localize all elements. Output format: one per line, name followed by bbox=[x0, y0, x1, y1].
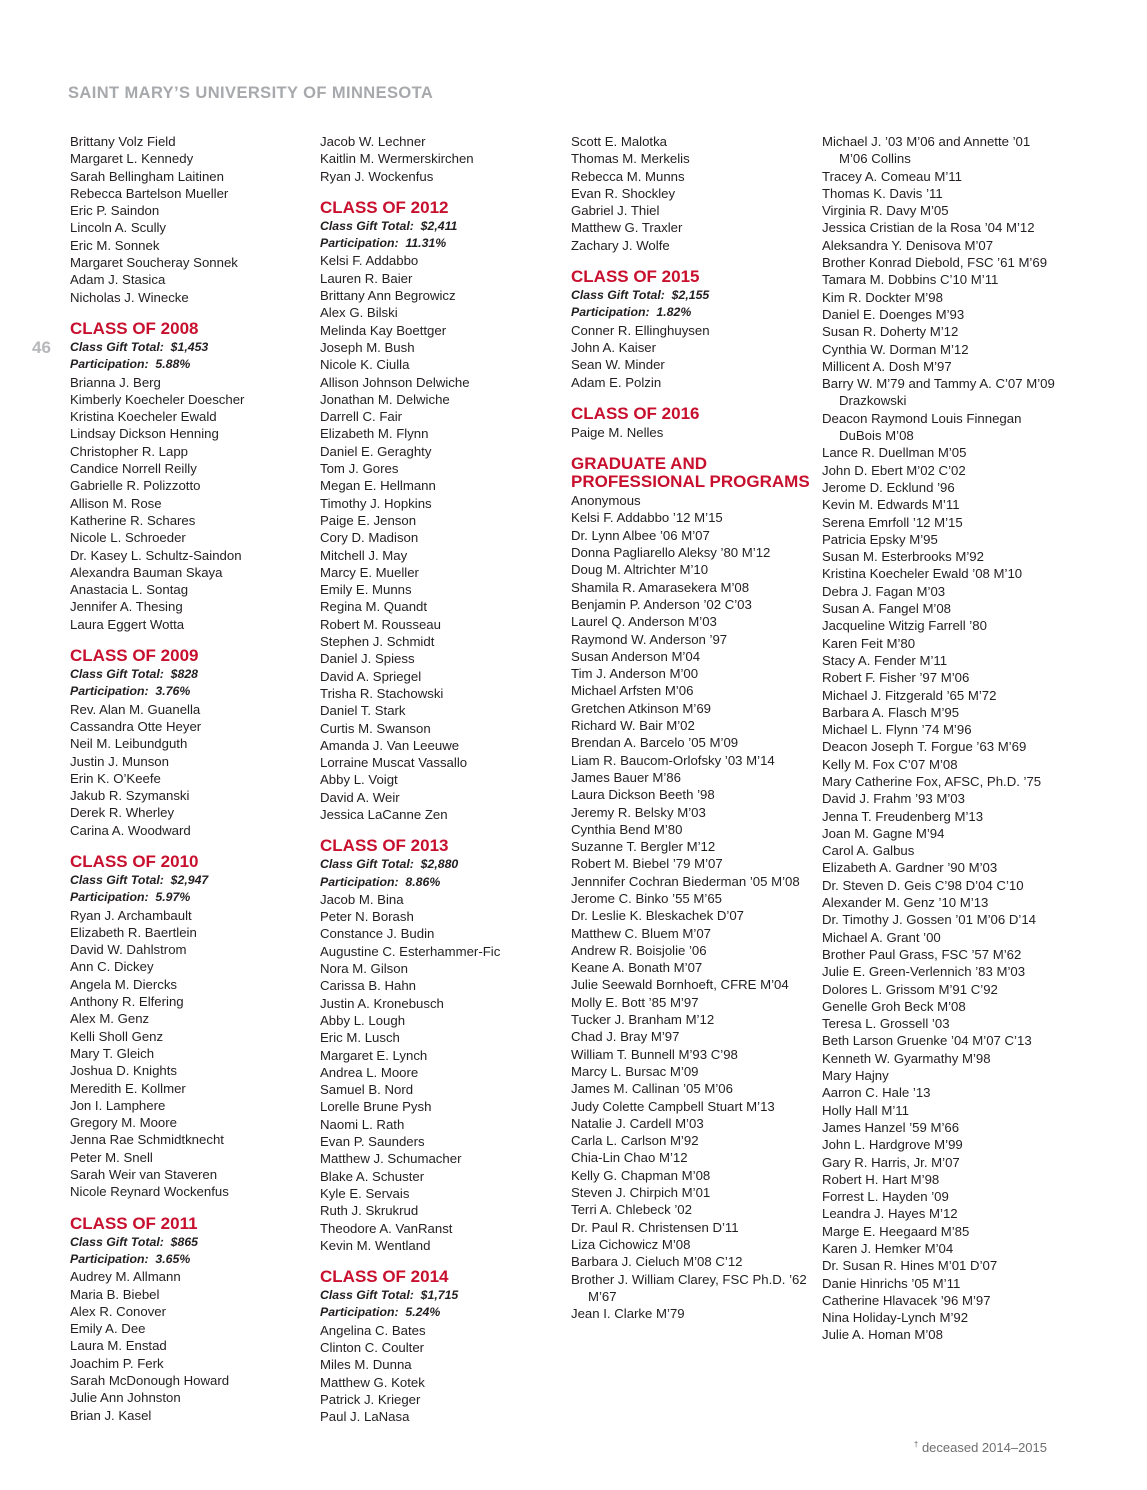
donor-name: Beth Larson Gruenke ’04 M’07 C’13 bbox=[822, 1033, 1032, 1049]
donor-name: Elizabeth R. Baertlein bbox=[70, 924, 197, 940]
donor-name: Chad J. Bray M’97 bbox=[571, 1029, 680, 1045]
donor-name: Keane A. Bonath M’07 bbox=[571, 960, 703, 976]
donor-name: Adam E. Polzin bbox=[571, 374, 662, 390]
donor-name: Jenna T. Freudenberg M’13 bbox=[822, 808, 984, 824]
donor-name: Joshua D. Knights bbox=[70, 1063, 178, 1079]
donor-name: Susan A. Fangel M’08 bbox=[822, 601, 952, 617]
donor-name: Thomas M. Merkelis bbox=[571, 151, 690, 167]
donor-name: Catherine Hlavacek ’96 M’97 bbox=[822, 1292, 991, 1308]
donor-name: Peter M. Snell bbox=[70, 1149, 153, 1165]
donor-name: Candice Norrell Reilly bbox=[70, 461, 197, 477]
donor-name: Michael J. ’03 M’06 and Annette ’01 M’06 Collins bbox=[822, 134, 1031, 167]
donor-name: Deacon Joseph T. Forgue ’63 M’69 bbox=[822, 739, 1027, 755]
donor-name: Alex R. Conover bbox=[70, 1303, 167, 1319]
footnote bbox=[914, 1440, 1047, 1455]
donor-name: Carla L. Carlson M’92 bbox=[571, 1133, 699, 1149]
donor-name: Alex G. Bilski bbox=[320, 305, 398, 321]
donor-name: Jerome D. Ecklund ’96 bbox=[822, 479, 955, 495]
class-heading: CLASS OF 2015 bbox=[571, 267, 700, 287]
donor-name: Lincoln A. Scully bbox=[70, 220, 167, 236]
donor-name: Lance R. Duellman M’05 bbox=[822, 445, 967, 461]
donor-name: Gabriel J. Thiel bbox=[571, 203, 660, 219]
donor-name: Michael J. Fitzgerald ’65 M’72 bbox=[822, 687, 997, 703]
donor-name: Chia-Lin Chao M’12 bbox=[571, 1150, 688, 1166]
donor-name: Dr. Paul R. Christensen D’11 bbox=[571, 1219, 739, 1235]
class-heading: CLASS OF 2012 bbox=[320, 197, 449, 217]
donor-name: Sarah Weir van Staveren bbox=[70, 1167, 218, 1183]
donor-name: Jacob W. Lechner bbox=[320, 134, 426, 149]
donor-name: Kristina Koecheler Ewald ’08 M’10 bbox=[822, 566, 1023, 582]
donor-name: Tracey A. Comeau M’11 bbox=[822, 168, 962, 184]
donor-name: Alex M. Genz bbox=[70, 1011, 150, 1027]
donor-name: Jennifer A. Thesing bbox=[70, 599, 183, 615]
donor-name: Jacob M. Bina bbox=[320, 891, 404, 907]
donor-name: Allison M. Rose bbox=[70, 495, 162, 511]
donor-name: David A. Spriegel bbox=[320, 668, 422, 684]
donor-name: Curtis M. Swanson bbox=[320, 720, 431, 736]
donor-name: Terri A. Chlebeck ’02 bbox=[571, 1202, 692, 1218]
donor-name: Cory D. Madison bbox=[320, 530, 419, 546]
donor-name: Leandra J. Hayes M’12 bbox=[822, 1206, 958, 1222]
donor-name: Nicole L. Schroeder bbox=[70, 530, 186, 546]
donor-name: Liza Cichowicz M’08 bbox=[571, 1236, 691, 1252]
donor-name: James Hanzel ’59 M’66 bbox=[822, 1119, 960, 1135]
donor-name: Trisha R. Stachowski bbox=[320, 685, 444, 701]
donor-name: Eric M. Lusch bbox=[320, 1030, 400, 1046]
class-gift-total: Class Gift Total: $2,880 bbox=[320, 857, 459, 872]
donor-name: Carina A. Woodward bbox=[70, 822, 191, 838]
donor-name: Donna Pagliarello Aleksy ’80 M’12 bbox=[571, 545, 771, 561]
donor-name: Darrell C. Fair bbox=[320, 409, 403, 425]
donor-name: Clinton C. Coulter bbox=[320, 1340, 425, 1355]
donor-name: Julie Seewald Bornhoeft, CFRE M’04 bbox=[571, 977, 789, 993]
class-heading: CLASS OF 2010 bbox=[70, 851, 199, 871]
donor-name: Jacqueline Witzig Farrell ’80 bbox=[822, 618, 987, 634]
donor-name: Suzanne T. Bergler M’12 bbox=[571, 839, 716, 855]
donor-name: Mary T. Gleich bbox=[70, 1045, 155, 1061]
donor-name: Erin K. O’Keefe bbox=[70, 770, 161, 786]
class-heading: CLASS OF 2016 bbox=[571, 403, 700, 423]
donor-name: Kim R. Dockter M’98 bbox=[822, 289, 943, 305]
donor-name: Brother Konrad Diebold, FSC ’61 M’69 bbox=[822, 255, 1048, 271]
donor-name: Eric M. Sonnek bbox=[70, 237, 160, 253]
donor-name: Evan P. Saunders bbox=[320, 1134, 425, 1150]
dagger-mark: † bbox=[913, 1440, 919, 1449]
donor-name: Neil M. Leibundguth bbox=[70, 736, 188, 752]
donor-name: Dolores L. Grissom M’91 C’92 bbox=[822, 981, 998, 997]
donor-name: Susan Anderson M’04 bbox=[571, 648, 701, 664]
donor-name: Matthew G. Kotek bbox=[320, 1374, 425, 1390]
class-gift-total: Class Gift Total: $2,155 bbox=[571, 288, 710, 303]
donor-name: Jon I. Lamphere bbox=[70, 1097, 166, 1113]
donor-name: Megan E. Hellmann bbox=[320, 478, 436, 494]
donor-name: Constance J. Budin bbox=[320, 926, 435, 942]
donor-name: Karen J. Hemker M’04 bbox=[822, 1241, 954, 1256]
donor-name: Margaret L. Kennedy bbox=[70, 151, 194, 167]
donor-name: Danie Hinrichs ’05 M’11 bbox=[822, 1275, 961, 1291]
donor-name: Justin J. Munson bbox=[70, 753, 169, 769]
donor-name: Naomi L. Rath bbox=[320, 1116, 405, 1132]
donor-name: Emily E. Munns bbox=[320, 582, 412, 598]
donor-name: Mary Hajny bbox=[822, 1068, 889, 1084]
donor-column-3 bbox=[571, 133, 819, 1322]
donor-name: Elizabeth M. Flynn bbox=[320, 426, 429, 442]
class-gift-total: Class Gift Total: $865 bbox=[70, 1234, 199, 1249]
donor-name: Liam R. Baucom-Orlofsky ’03 M’14 bbox=[571, 752, 775, 768]
donor-name: Daniel E. Doenges M’93 bbox=[822, 306, 965, 322]
donor-name: Conner R. Ellinghuysen bbox=[571, 322, 710, 338]
donor-name: Allison Johnson Delwiche bbox=[320, 374, 470, 390]
donor-name: Ryan J. Wockenfus bbox=[320, 168, 434, 184]
donor-name: Nicole Reynard Wockenfus bbox=[70, 1184, 229, 1200]
donor-name: Sarah McDonough Howard bbox=[70, 1373, 230, 1388]
donor-name: Anastacia L. Sontag bbox=[70, 582, 189, 598]
donor-name: Melinda Kay Boettger bbox=[320, 322, 447, 338]
donor-name: Rebecca Bartelson Mueller bbox=[70, 185, 229, 201]
class-participation: Participation: 5.88% bbox=[70, 357, 191, 372]
donor-name: Daniel T. Stark bbox=[320, 703, 406, 719]
donor-name: Marge E. Heegaard M’85 bbox=[822, 1223, 970, 1239]
donor-name: Natalie J. Cardell M’03 bbox=[571, 1115, 704, 1131]
donor-name: Jerome C. Binko ’55 M’65 bbox=[571, 890, 722, 906]
donor-name: Robert H. Hart M’98 bbox=[822, 1171, 940, 1187]
donor-name: Angelina C. Bates bbox=[320, 1322, 426, 1338]
class-participation: Participation: 5.24% bbox=[320, 1305, 441, 1320]
donor-name: Karen Feit M’80 bbox=[822, 635, 916, 651]
donor-name: Judy Colette Campbell Stuart M’13 bbox=[571, 1098, 775, 1114]
donor-name: David A. Weir bbox=[320, 789, 400, 805]
class-gift-total: Class Gift Total: $1,715 bbox=[320, 1288, 459, 1303]
donor-name: Jessica LaCanne Zen bbox=[320, 806, 448, 822]
donor-name: Samuel B. Nord bbox=[320, 1082, 414, 1098]
donor-name: Abby L. Lough bbox=[320, 1012, 406, 1028]
donor-name: Teresa L. Grossell ’03 bbox=[822, 1016, 950, 1032]
donor-name: Abby L. Voigt bbox=[320, 772, 398, 788]
donor-name: Brother Paul Grass, FSC ’57 M’62 bbox=[822, 946, 1022, 962]
class-heading: CLASS OF 2008 bbox=[70, 318, 199, 338]
donor-name: Deacon Raymond Louis Finnegan DuBois M’08 bbox=[822, 410, 1022, 444]
donor-name: Evan R. Shockley bbox=[571, 185, 676, 201]
donor-name: Robert M. Biebel ’79 M’07 bbox=[571, 856, 723, 872]
donor-name: Christopher R. Lapp bbox=[70, 443, 189, 459]
donor-name: Kyle E. Servais bbox=[320, 1185, 410, 1201]
donor-name: John D. Ebert M’02 C’02 bbox=[822, 462, 966, 478]
donor-name: Kenneth W. Gyarmathy M’98 bbox=[822, 1050, 991, 1066]
donor-name: Rev. Alan M. Guanella bbox=[70, 701, 201, 717]
donor-name: Stephen J. Schmidt bbox=[320, 634, 435, 650]
donor-name: David J. Frahm ’93 M’03 bbox=[822, 791, 965, 807]
donor-name: Laura Eggert Wotta bbox=[70, 616, 185, 632]
donor-name: Jenna Rae Schmidtknecht bbox=[70, 1132, 224, 1148]
donor-name: Kelsi F. Addabbo bbox=[320, 253, 419, 269]
donor-name: Shamila R. Amarasekera M’08 bbox=[571, 579, 750, 595]
donor-name: Matthew J. Schumacher bbox=[320, 1151, 462, 1167]
donor-name: Dr. Lynn Albee ’06 M’07 bbox=[571, 527, 710, 543]
class-heading: CLASS OF 2009 bbox=[70, 646, 199, 666]
donor-name: Virginia R. Davy M’05 bbox=[822, 203, 949, 219]
donor-name: Peter N. Borash bbox=[320, 909, 414, 925]
donor-name: Gregory M. Moore bbox=[70, 1115, 177, 1131]
donor-name: Kelsi F. Addabbo ’12 M’15 bbox=[571, 510, 723, 526]
page-header: SAINT MARY’S UNIVERSITY OF MINNESOTA bbox=[68, 84, 434, 102]
donor-name: Emily A. Dee bbox=[70, 1321, 146, 1337]
donor-name: Nicole K. Ciulla bbox=[320, 357, 410, 373]
donor-name: Kevin M. Edwards M’11 bbox=[822, 497, 960, 513]
donor-name: Thomas K. Davis ’11 bbox=[822, 185, 943, 201]
donor-name: Daniel E. Geraghty bbox=[320, 443, 432, 459]
donor-name: Julie E. Green-Verlennich ’83 M’03 bbox=[822, 964, 1026, 980]
donor-name: Margaret E. Lynch bbox=[320, 1047, 428, 1063]
donor-name: Jakub R. Szymanski bbox=[70, 788, 190, 804]
donor-name: James Bauer M’86 bbox=[571, 769, 681, 785]
donor-name: Brittany Ann Begrowicz bbox=[320, 288, 456, 304]
donor-name: Matthew C. Bluem M’07 bbox=[571, 925, 711, 941]
donor-name: Julie Ann Johnston bbox=[70, 1390, 181, 1406]
donor-name: Kelly M. Fox C’07 M’08 bbox=[822, 756, 958, 772]
donor-name: Jeremy R. Belsky M’03 bbox=[571, 804, 706, 820]
donor-name: Michael Arfsten M’06 bbox=[571, 683, 694, 699]
class-gift-total: Class Gift Total: $828 bbox=[70, 667, 199, 682]
donor-name: Steven J. Chirpich M’01 bbox=[571, 1185, 711, 1201]
donor-name: Lorelle Brune Pysh bbox=[320, 1099, 432, 1115]
donor-name: Audrey M. Allmann bbox=[70, 1269, 181, 1285]
class-participation: Participation: 5.97% bbox=[70, 890, 191, 905]
donor-name: Amanda J. Van Leeuwe bbox=[320, 737, 460, 753]
donor-name: Jonathan M. Delwiche bbox=[320, 391, 450, 407]
donor-name: Kaitlin M. Wermerskirchen bbox=[320, 151, 474, 167]
donor-name: Kimberly Koecheler Doescher bbox=[70, 391, 245, 407]
donor-name: Barbara J. Cieluch M’08 C’12 bbox=[571, 1254, 743, 1270]
donor-name: Cynthia Bend M’80 bbox=[571, 821, 683, 837]
donor-name: Patrick J. Krieger bbox=[320, 1391, 421, 1407]
donor-name: Debra J. Fagan M’03 bbox=[822, 583, 946, 599]
footnote-text: deceased 2014–2015 bbox=[921, 1440, 1047, 1455]
class-gift-total: Class Gift Total: $2,947 bbox=[70, 872, 209, 887]
donor-name: Nora M. Gilson bbox=[320, 961, 408, 977]
donor-name: Brittany Volz Field bbox=[70, 134, 176, 149]
donor-name: Maria B. Biebel bbox=[70, 1286, 160, 1302]
class-heading: CLASS OF 2014 bbox=[320, 1267, 449, 1287]
donor-name: Andrew R. Boisjolie ’06 bbox=[571, 942, 707, 958]
donor-name: Ryan J. Archambault bbox=[70, 907, 192, 923]
class-heading: GRADUATE AND PROFESSIONAL PROGRAMS bbox=[571, 454, 810, 492]
donor-name: Joachim P. Ferk bbox=[70, 1355, 164, 1371]
donor-name: Lauren R. Baier bbox=[320, 270, 413, 286]
donor-name: Genelle Groh Beck M’08 bbox=[822, 998, 966, 1014]
donor-name: Doug M. Altrichter M’10 bbox=[571, 562, 709, 578]
donor-name: Regina M. Quandt bbox=[320, 599, 428, 615]
donor-name: Dr. Kasey L. Schultz-Saindon bbox=[70, 547, 242, 563]
donor-name: William T. Bunnell M’93 C’98 bbox=[571, 1046, 738, 1062]
donor-name: Joseph M. Bush bbox=[320, 339, 415, 355]
donor-name: Benjamin P. Anderson ’02 C’03 bbox=[571, 596, 752, 612]
class-participation: Participation: 3.76% bbox=[70, 684, 191, 699]
donor-name: Tom J. Gores bbox=[320, 461, 399, 477]
donor-name: Jessica Cristian de la Rosa ’04 M’12 bbox=[822, 220, 1035, 236]
donor-name: Tim J. Anderson M’00 bbox=[571, 666, 699, 682]
donor-name: Katherine R. Schares bbox=[70, 512, 196, 528]
donor-name: Timothy J. Hopkins bbox=[320, 495, 432, 511]
donor-name: Stacy A. Fender M’11 bbox=[822, 652, 948, 668]
donor-name: David W. Dahlstrom bbox=[70, 942, 187, 958]
donor-name: Susan R. Doherty M’12 bbox=[822, 324, 959, 340]
class-participation: Participation: 1.82% bbox=[571, 305, 692, 320]
donor-name: Cassandra Otte Heyer bbox=[70, 718, 202, 734]
donor-name: Michael L. Flynn ’74 M’96 bbox=[822, 722, 972, 738]
class-gift-total: Class Gift Total: $1,453 bbox=[70, 339, 209, 354]
donor-name: Carissa B. Hahn bbox=[320, 978, 417, 994]
donor-name: Paige M. Nelles bbox=[571, 424, 664, 440]
donor-name: John L. Hardgrove M’99 bbox=[822, 1137, 963, 1153]
class-participation: Participation: 11.31% bbox=[320, 236, 447, 251]
donor-name: James M. Callinan ’05 M’06 bbox=[571, 1081, 733, 1097]
donor-name: Aarron C. Hale ’13 bbox=[822, 1085, 931, 1101]
donor-name: Serena Emrfoll ’12 M’15 bbox=[822, 514, 963, 530]
donor-name: Scott E. Malotka bbox=[571, 134, 668, 149]
donor-name: Laurel Q. Anderson M’03 bbox=[571, 614, 717, 630]
donor-name: Kelly G. Chapman M’08 bbox=[571, 1167, 711, 1183]
donor-name: Robert F. Fisher ’97 M’06 bbox=[822, 670, 970, 686]
class-heading: CLASS OF 2013 bbox=[320, 836, 449, 856]
donor-name: Jean I. Clarke M’79 bbox=[571, 1306, 685, 1322]
donor-name: Dr. Steven D. Geis C’98 D’04 C’10 bbox=[822, 877, 1024, 893]
donor-name: Cynthia W. Dorman M’12 bbox=[822, 341, 969, 357]
donor-name: Brother J. William Clarey, FSC Ph.D. ’62 M’67 bbox=[571, 1271, 807, 1304]
donor-name: Nina Holiday-Lynch M’92 bbox=[822, 1310, 969, 1326]
donor-name: Eric P. Saindon bbox=[70, 203, 160, 219]
donor-column-2 bbox=[320, 133, 568, 1425]
donor-name: Barbara A. Flasch M’95 bbox=[822, 704, 960, 720]
donor-name: Gary R. Harris, Jr. M’07 bbox=[822, 1154, 960, 1170]
donor-name: John A. Kaiser bbox=[571, 339, 657, 355]
donor-name: Augustine C. Esterhammer-Fic bbox=[320, 943, 501, 959]
donor-name: Kevin M. Wentland bbox=[320, 1237, 431, 1253]
donor-name: Brian J. Kasel bbox=[70, 1407, 152, 1423]
donor-name: Daniel J. Spiess bbox=[320, 651, 415, 667]
class-participation: Participation: 3.65% bbox=[70, 1251, 191, 1266]
donor-name: Robert M. Rousseau bbox=[320, 616, 441, 632]
donor-name: Elizabeth A. Gardner ’90 M’03 bbox=[822, 860, 998, 876]
donor-column-1 bbox=[70, 133, 318, 1424]
donor-name: Miles M. Dunna bbox=[320, 1357, 412, 1373]
donor-name: Joan M. Gagne M’94 bbox=[822, 825, 945, 841]
donor-name: Adam J. Stasica bbox=[70, 272, 166, 288]
donor-name: Alexandra Bauman Skaya bbox=[70, 564, 223, 580]
donor-name: Theodore A. VanRanst bbox=[320, 1220, 453, 1236]
donor-name: Holly Hall M’11 bbox=[822, 1102, 909, 1118]
donor-name: Dr. Leslie K. Bleskachek D’07 bbox=[571, 908, 744, 924]
donor-name: Alexander M. Genz ’10 M’13 bbox=[822, 895, 989, 911]
donor-name: Mary Catherine Fox, AFSC, Ph.D. ’75 bbox=[822, 773, 1042, 789]
donor-name: Brianna J. Berg bbox=[70, 374, 161, 390]
donor-name: Blake A. Schuster bbox=[320, 1168, 425, 1184]
donor-name: Barry W. M’79 and Tammy A. C’07 M’09 Drazkowski bbox=[822, 376, 1055, 409]
donor-name: Margaret Soucheray Sonnek bbox=[70, 255, 238, 271]
donor-name: Forrest L. Hayden ’09 bbox=[822, 1189, 949, 1205]
donor-column-4 bbox=[822, 133, 1058, 1344]
donor-name: Brendan A. Barcelo ’05 M’09 bbox=[571, 735, 739, 751]
donor-name: Marcy E. Mueller bbox=[320, 564, 419, 580]
donor-name: Millicent A. Dosh M’97 bbox=[822, 358, 952, 374]
donor-name: Justin A. Kronebusch bbox=[320, 995, 444, 1011]
donor-name: Gretchen Atkinson M’69 bbox=[571, 700, 712, 716]
donor-name: Paige E. Jenson bbox=[320, 512, 417, 528]
donor-name: Paul J. LaNasa bbox=[320, 1409, 410, 1425]
class-heading: CLASS OF 2011 bbox=[70, 1213, 198, 1233]
donor-name: Matthew G. Traxler bbox=[571, 220, 683, 236]
donor-name: Carol A. Galbus bbox=[822, 843, 915, 859]
donor-name: Anonymous bbox=[571, 493, 641, 509]
donor-name: Nicholas J. Winecke bbox=[70, 289, 189, 305]
class-participation: Participation: 8.86% bbox=[320, 874, 441, 889]
donor-name: Lorraine Muscat Vassallo bbox=[320, 755, 468, 771]
donor-name: Kristina Koecheler Ewald bbox=[70, 409, 217, 425]
donor-name: Andrea L. Moore bbox=[320, 1064, 419, 1080]
page-number: 46 bbox=[32, 338, 51, 357]
donor-name: Derek R. Wherley bbox=[70, 805, 175, 821]
donor-name: Molly E. Bott ’85 M’97 bbox=[571, 994, 699, 1010]
donor-name: Rebecca M. Munns bbox=[571, 168, 685, 184]
donor-name: Ruth J. Skrukrud bbox=[320, 1203, 419, 1219]
donor-name: Jennnifer Cochran Biederman ’05 M’08 bbox=[571, 873, 800, 889]
donor-name: Zachary J. Wolfe bbox=[571, 237, 670, 253]
donor-name: Marcy L. Bursac M’09 bbox=[571, 1063, 699, 1079]
donor-name: Laura Dickson Beeth ’98 bbox=[571, 787, 715, 803]
donor-name: Anthony R. Elfering bbox=[70, 994, 184, 1010]
donor-name: Tamara M. Dobbins C’10 M’11 bbox=[822, 272, 999, 288]
class-gift-total: Class Gift Total: $2,411 bbox=[320, 218, 458, 233]
donor-name: Aleksandra Y. Denisova M’07 bbox=[822, 237, 994, 253]
donor-name: Dr. Timothy J. Gossen ’01 M’06 D’14 bbox=[822, 912, 1037, 928]
donor-name: Sarah Bellingham Laitinen bbox=[70, 168, 224, 184]
donor-name: Ann C. Dickey bbox=[70, 959, 154, 975]
donor-name: Tucker J. Branham M’12 bbox=[571, 1012, 715, 1028]
donor-name: Kelli Sholl Genz bbox=[70, 1028, 164, 1044]
donor-name: Dr. Susan R. Hines M’01 D’07 bbox=[822, 1258, 998, 1274]
donor-name: Raymond W. Anderson ’97 bbox=[571, 631, 728, 647]
donor-name: Laura M. Enstad bbox=[70, 1338, 167, 1354]
donor-name: Lindsay Dickson Henning bbox=[70, 426, 219, 442]
donor-name: Gabrielle R. Polizzotto bbox=[70, 478, 201, 494]
donor-name: Julie A. Homan M’08 bbox=[822, 1327, 943, 1343]
donor-name: Sean W. Minder bbox=[571, 357, 665, 373]
donor-name: Meredith E. Kollmer bbox=[70, 1080, 186, 1096]
donor-name: Patricia Epsky M’95 bbox=[822, 531, 938, 547]
donor-name: Richard W. Bair M’02 bbox=[571, 718, 695, 734]
donor-name: Susan M. Esterbrooks M’92 bbox=[822, 549, 984, 565]
donor-name: Mitchell J. May bbox=[320, 547, 408, 563]
donor-name: Angela M. Diercks bbox=[70, 976, 178, 992]
donor-name: Michael A. Grant ’00 bbox=[822, 929, 941, 945]
